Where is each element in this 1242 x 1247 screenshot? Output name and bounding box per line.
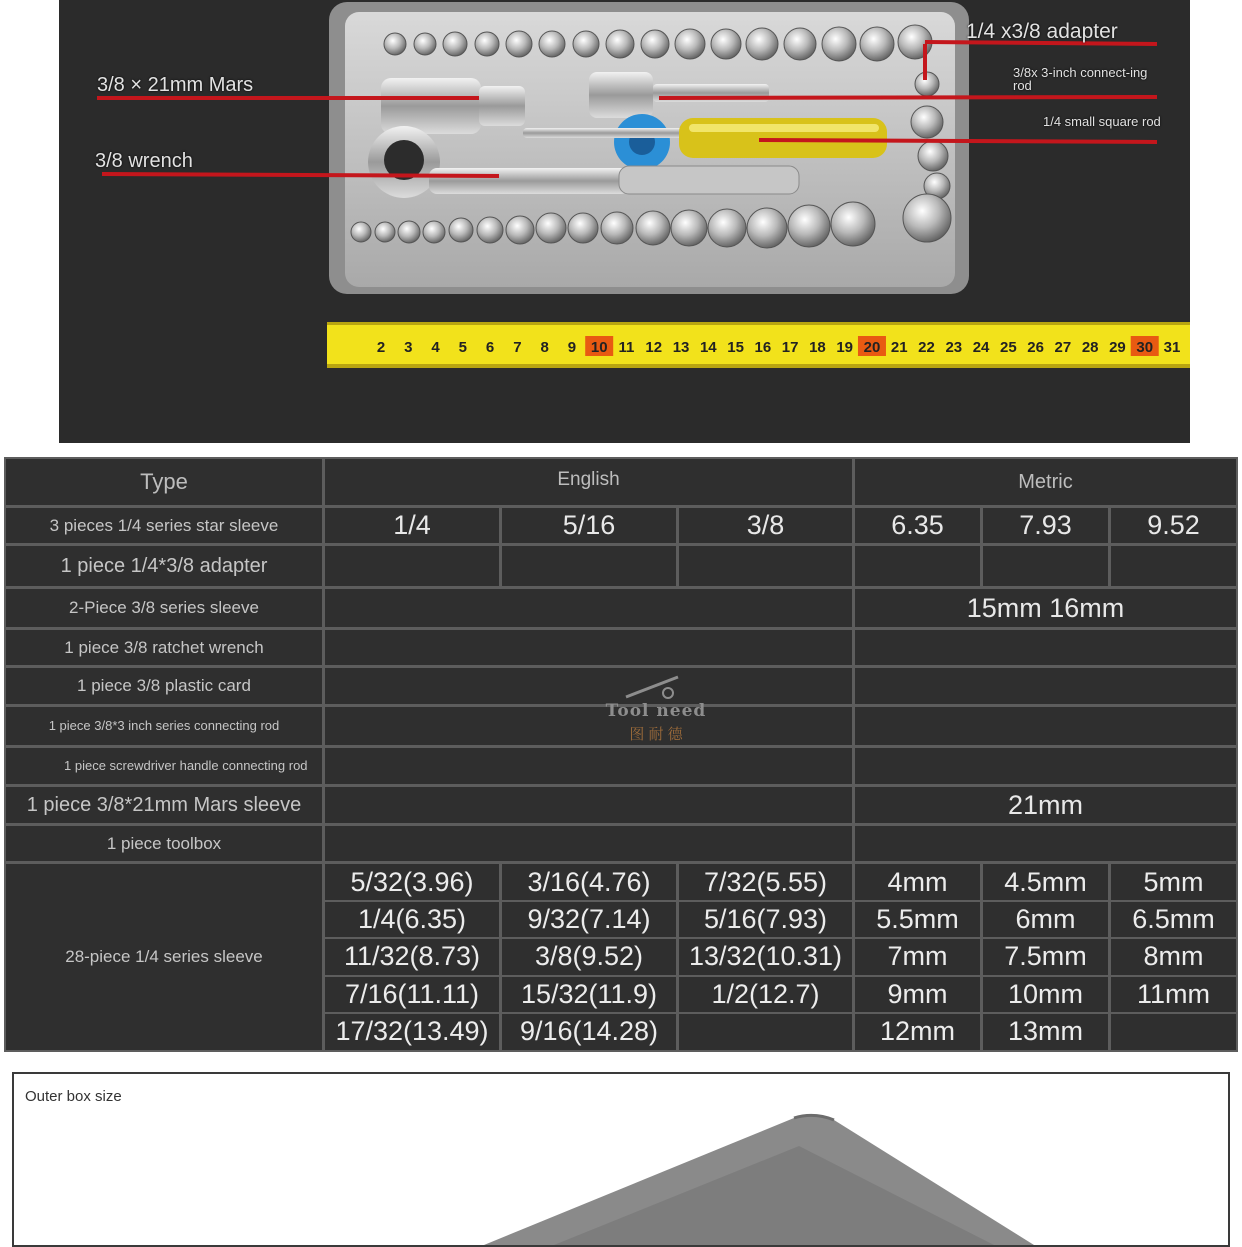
type-mars-sleeve: 1 piece 3/8*21mm Mars sleeve bbox=[6, 787, 322, 823]
type-28piece-sleeve: 28-piece 1/4 series sleeve bbox=[6, 864, 322, 1050]
ruler-number: 5 bbox=[458, 339, 467, 356]
empty-cell bbox=[855, 546, 980, 586]
ruler-number: 19 bbox=[836, 339, 854, 356]
type-toolbox: 1 piece toolbox bbox=[6, 826, 322, 861]
english-sleeve-grid bbox=[325, 864, 852, 1050]
sleeve-size-value: 13mm bbox=[1007, 1015, 1083, 1046]
callout-wrench: 3/8 wrench bbox=[95, 150, 193, 172]
ruler-number: 24 bbox=[972, 339, 990, 356]
ruler-number: 28 bbox=[1081, 339, 1099, 356]
type-ratchet: 1 piece 3/8 ratchet wrench bbox=[6, 630, 322, 665]
ruler-number: 26 bbox=[1027, 339, 1044, 356]
sleeve-size-value: 9/32(7.14) bbox=[527, 904, 651, 935]
sleeve-size-value: 1/4(6.35) bbox=[357, 904, 467, 935]
type-2piece-sleeve: 2-Piece 3/8 series sleeve bbox=[6, 589, 322, 627]
metric-value: 6.35 bbox=[855, 508, 980, 543]
ruler-number: 3 bbox=[404, 339, 413, 356]
empty-cell bbox=[325, 630, 852, 665]
empty-cell bbox=[855, 630, 1236, 665]
mars-socket bbox=[381, 78, 481, 134]
ruler-number: 8 bbox=[540, 339, 549, 356]
sleeve-size-value: 5mm bbox=[1143, 867, 1204, 898]
sleeve-size-value: 10mm bbox=[1007, 978, 1083, 1009]
screwdriver-rod bbox=[523, 128, 683, 138]
empty-cell bbox=[855, 826, 1236, 861]
metric-span-value: 21mm bbox=[855, 787, 1236, 823]
type-plastic-card: 1 piece 3/8 plastic card bbox=[6, 668, 322, 704]
ruler-number: 25 bbox=[1000, 339, 1017, 356]
empty-cell bbox=[325, 668, 852, 704]
product-photo bbox=[59, 0, 1190, 443]
watermark-brand: Tool need bbox=[605, 701, 707, 721]
sleeve-size-value: 7/32(5.55) bbox=[703, 867, 828, 898]
empty-cell bbox=[325, 787, 852, 823]
measuring-tape bbox=[327, 322, 1190, 368]
brand-watermark bbox=[596, 664, 716, 744]
watermark-cn: 图 耐 德 bbox=[629, 726, 683, 743]
empty-cell bbox=[325, 826, 852, 861]
sleeve-size-value: 9/16(14.28) bbox=[519, 1015, 659, 1046]
ruler-number: 14 bbox=[699, 339, 717, 356]
sleeve-size-value: 1/2(12.7) bbox=[711, 978, 820, 1009]
empty-cell bbox=[325, 748, 852, 784]
ruler-number: 31 bbox=[1163, 339, 1181, 356]
spec-table bbox=[4, 457, 1238, 1052]
empty-cell bbox=[679, 546, 852, 586]
header-type: Type bbox=[6, 459, 322, 505]
sleeve-size-value: 11mm bbox=[1136, 978, 1210, 1009]
empty-cell bbox=[325, 546, 499, 586]
connecting-rod bbox=[589, 72, 653, 118]
sleeve-size-value: 6mm bbox=[1015, 904, 1076, 935]
callout-connecting-rod: 3/8x 3-inch connect-ing rod bbox=[1013, 65, 1148, 93]
sleeve-size-value: 3/8(9.52) bbox=[534, 941, 644, 972]
ruler-number: 21 bbox=[890, 339, 908, 356]
empty-cell bbox=[855, 748, 1236, 784]
metric-value: 9.52 bbox=[1111, 508, 1236, 543]
ruler-number: 18 bbox=[809, 339, 826, 356]
empty-cell bbox=[983, 546, 1108, 586]
outer-box-label: Outer box size bbox=[25, 1088, 122, 1105]
sleeve-size-value bbox=[679, 1013, 852, 1050]
type-adapter: 1 piece 1/4*3/8 adapter bbox=[6, 546, 322, 586]
ruler-number: 17 bbox=[781, 339, 799, 356]
ruler-number: 4 bbox=[431, 339, 440, 356]
header-english: English bbox=[325, 459, 852, 505]
sleeve-size-value: 4mm bbox=[887, 867, 948, 898]
empty-cell bbox=[325, 707, 852, 745]
ruler-number: 23 bbox=[945, 339, 963, 356]
sleeve-size-value: 15/32(11.9) bbox=[520, 978, 658, 1009]
sleeve-size-value: 5.5mm bbox=[876, 904, 959, 935]
ruler-number: 9 bbox=[567, 339, 577, 356]
sleeve-size-value: 5/16(7.93) bbox=[703, 904, 828, 935]
ruler-number: 27 bbox=[1054, 339, 1072, 356]
type-screwdriver-rod: 1 piece screwdriver handle connecting rod bbox=[6, 748, 322, 784]
empty-cell bbox=[855, 707, 1236, 745]
ruler-number: 7 bbox=[513, 339, 522, 356]
ruler-number: 13 bbox=[672, 339, 690, 356]
sleeve-size-value: 4.5mm bbox=[1004, 867, 1087, 898]
empty-cell bbox=[1111, 546, 1236, 586]
english-value: 1/4 bbox=[325, 508, 499, 543]
ruler-number: 10 bbox=[590, 339, 608, 356]
english-value: 5/16 bbox=[502, 508, 676, 543]
ruler-number: 12 bbox=[645, 339, 663, 356]
metric-value: 7.93 bbox=[983, 508, 1108, 543]
sleeve-size-value: 11/32(8.73) bbox=[343, 941, 481, 972]
sleeve-size-value: 3/16(4.76) bbox=[527, 867, 651, 898]
empty-cell bbox=[325, 589, 852, 627]
sleeve-size-value: 13/32(10.31) bbox=[688, 941, 843, 972]
empty-cell bbox=[855, 668, 1236, 704]
sleeve-size-value: 17/32(13.49) bbox=[335, 1015, 489, 1046]
ratchet-handle bbox=[429, 168, 629, 194]
metric-sleeve-grid bbox=[855, 864, 1236, 1050]
type-connecting-rod: 1 piece 3/8*3 inch series connecting rod bbox=[6, 707, 322, 745]
wrench-logo-icon bbox=[616, 671, 696, 701]
header-metric: Metric bbox=[855, 459, 1236, 505]
type-star-sleeve: 3 pieces 1/4 series star sleeve bbox=[6, 508, 322, 543]
callout-adapter: 1/4 x3/8 adapter bbox=[966, 20, 1118, 43]
ruler-number: 15 bbox=[727, 339, 744, 356]
english-value: 3/8 bbox=[679, 508, 852, 543]
sleeve-size-value: 8mm bbox=[1143, 941, 1204, 972]
sleeve-size-value: 9mm bbox=[887, 978, 948, 1009]
ruler-number: 30 bbox=[1136, 339, 1154, 356]
ruler-number: 29 bbox=[1109, 339, 1126, 356]
ruler-number: 16 bbox=[754, 339, 772, 356]
empty-cell bbox=[502, 546, 676, 586]
sleeve-size-value: 6.5mm bbox=[1132, 904, 1215, 935]
callout-square-rod: 1/4 small square rod bbox=[1043, 114, 1161, 129]
box-illustration bbox=[14, 1074, 1228, 1245]
sleeve-size-value: 7/16(11.11) bbox=[344, 978, 480, 1009]
sleeve-size-value bbox=[1111, 1013, 1236, 1050]
metric-span-value: 15mm 16mm bbox=[855, 589, 1236, 627]
ruler-number: 20 bbox=[863, 339, 881, 356]
sleeve-size-value: 5/32(3.96) bbox=[350, 867, 474, 898]
callout-mars: 3/8 × 21mm Mars bbox=[97, 74, 254, 96]
outer-box-panel bbox=[12, 1072, 1230, 1247]
ruler-number: 6 bbox=[485, 339, 495, 356]
ruler-number: 11 bbox=[618, 339, 635, 356]
sleeve-size-value: 7mm bbox=[887, 941, 948, 972]
ruler-number: 22 bbox=[918, 339, 935, 356]
ruler-number: 2 bbox=[376, 339, 386, 356]
sleeve-size-value: 7.5mm bbox=[1004, 941, 1087, 972]
sleeve-size-value: 12mm bbox=[879, 1015, 955, 1046]
